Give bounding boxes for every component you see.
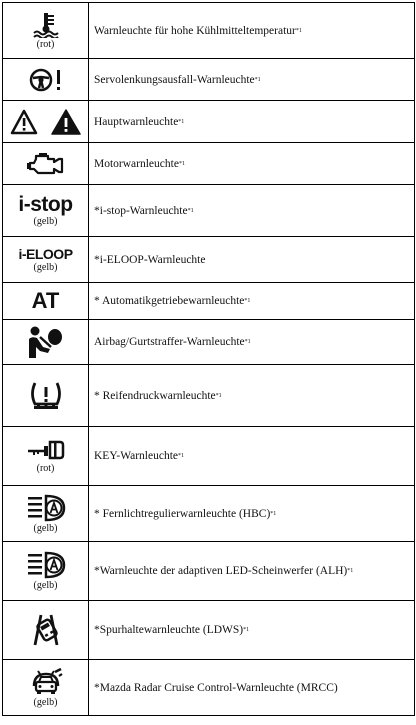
table-row xyxy=(3,427,414,486)
automatic-transmission-icon: AT xyxy=(31,288,60,313)
high-beam-control-icon xyxy=(26,494,66,522)
engine-icon xyxy=(26,152,66,176)
footnote-mark: *1 xyxy=(178,160,185,167)
table-row xyxy=(3,143,414,185)
footnote-mark: *1 xyxy=(178,453,185,459)
table-row xyxy=(3,185,414,237)
icon-cell xyxy=(3,427,89,485)
description xyxy=(89,59,414,100)
color-label: (gelb) xyxy=(33,580,58,591)
footnote-mark: *1 xyxy=(244,339,251,345)
icon-cell xyxy=(3,101,89,142)
footnote-mark: *1 xyxy=(295,27,302,34)
icon-cell xyxy=(3,59,89,100)
description xyxy=(89,486,414,541)
coolant-temperature-icon xyxy=(31,12,61,38)
icon-cell xyxy=(3,365,89,426)
description-text: *i-ELOOP-Warnleuchte xyxy=(94,253,206,266)
description-text: * Automatikgetriebewarnleuchte xyxy=(94,295,245,307)
description xyxy=(89,320,414,364)
master-warning-icon xyxy=(10,108,82,136)
icon-cell xyxy=(3,660,89,715)
color-label: (gelb) xyxy=(33,216,58,227)
description-text: Airbag/Gurtstraffer-Warnleuchte xyxy=(94,336,245,348)
footnote-mark: *1 xyxy=(244,298,251,304)
description xyxy=(89,185,414,236)
footnote-mark: *1 xyxy=(187,207,194,214)
description-text: Hauptwarnleuchte xyxy=(94,115,179,128)
icon-cell xyxy=(3,542,89,600)
icon-cell xyxy=(3,143,89,184)
description-text: Motorwarnleuchte xyxy=(94,157,179,170)
table-row xyxy=(3,365,414,427)
description xyxy=(89,601,414,659)
icon-cell xyxy=(3,3,89,58)
icon-cell xyxy=(3,185,89,236)
description xyxy=(89,283,414,319)
description xyxy=(89,101,414,142)
table-row xyxy=(3,3,414,59)
table-row xyxy=(3,237,414,283)
footnote-mark: *1 xyxy=(178,118,185,125)
airbag-icon xyxy=(26,325,66,359)
tire-pressure-icon xyxy=(27,380,65,412)
icon-cell xyxy=(3,283,89,319)
description xyxy=(89,3,414,58)
adaptive-led-headlight-icon xyxy=(26,551,66,579)
description-text: Servolenkungsausfall-Warnleuchte xyxy=(94,73,255,86)
color-label: (rot) xyxy=(36,38,55,50)
i-stop-icon: i-stop xyxy=(18,193,73,216)
description-text: Warnleuchte für hohe Kühlmitteltemperatur xyxy=(94,24,296,37)
radar-cruise-icon xyxy=(28,668,64,696)
description xyxy=(89,365,414,426)
key-icon xyxy=(26,438,66,462)
color-label: (rot) xyxy=(36,463,55,474)
description-text: *Mazda Radar Cruise Control-Warnleuchte (MRCC) xyxy=(94,681,338,694)
table-row xyxy=(3,320,414,365)
description-text: *i-stop-Warnleuchte xyxy=(94,204,188,217)
description-text: KEY-Warnleuchte xyxy=(94,450,179,462)
footnote-mark: *1 xyxy=(215,392,222,399)
footnote-mark: *1 xyxy=(243,627,250,633)
i-eloop-icon: i-ELOOP xyxy=(18,245,73,262)
color-label: (gelb) xyxy=(33,522,58,534)
table-row xyxy=(3,660,414,715)
lane-departure-icon xyxy=(29,613,63,647)
warning-light-table xyxy=(2,2,415,716)
table-row xyxy=(3,486,414,542)
description-text: * Fernlichtregulierwarnleuchte (HBC) xyxy=(94,507,271,520)
description-text: * Reifendruckwarnleuchte xyxy=(94,389,216,402)
icon-cell xyxy=(3,237,89,282)
description xyxy=(89,427,414,485)
table-row xyxy=(3,283,414,320)
power-steering-icon xyxy=(28,66,64,94)
color-label: (gelb) xyxy=(33,696,58,708)
icon-cell xyxy=(3,601,89,659)
icon-cell xyxy=(3,320,89,364)
table-row xyxy=(3,101,414,143)
footnote-mark: *1 xyxy=(254,76,261,83)
description xyxy=(89,660,414,715)
table-row xyxy=(3,601,414,660)
description-text: *Spurhaltewarnleuchte (LDWS) xyxy=(94,624,244,636)
footnote-mark: *1 xyxy=(270,510,277,517)
description-text: *Warnleuchte der adaptiven LED-Scheinwerfer (ALH) xyxy=(94,565,348,577)
footnote-mark: *1 xyxy=(347,568,354,574)
description xyxy=(89,237,414,282)
description xyxy=(89,542,414,600)
icon-cell xyxy=(3,486,89,541)
description xyxy=(89,143,414,184)
table-row xyxy=(3,542,414,601)
table-row xyxy=(3,59,414,101)
color-label: (gelb) xyxy=(33,261,58,273)
